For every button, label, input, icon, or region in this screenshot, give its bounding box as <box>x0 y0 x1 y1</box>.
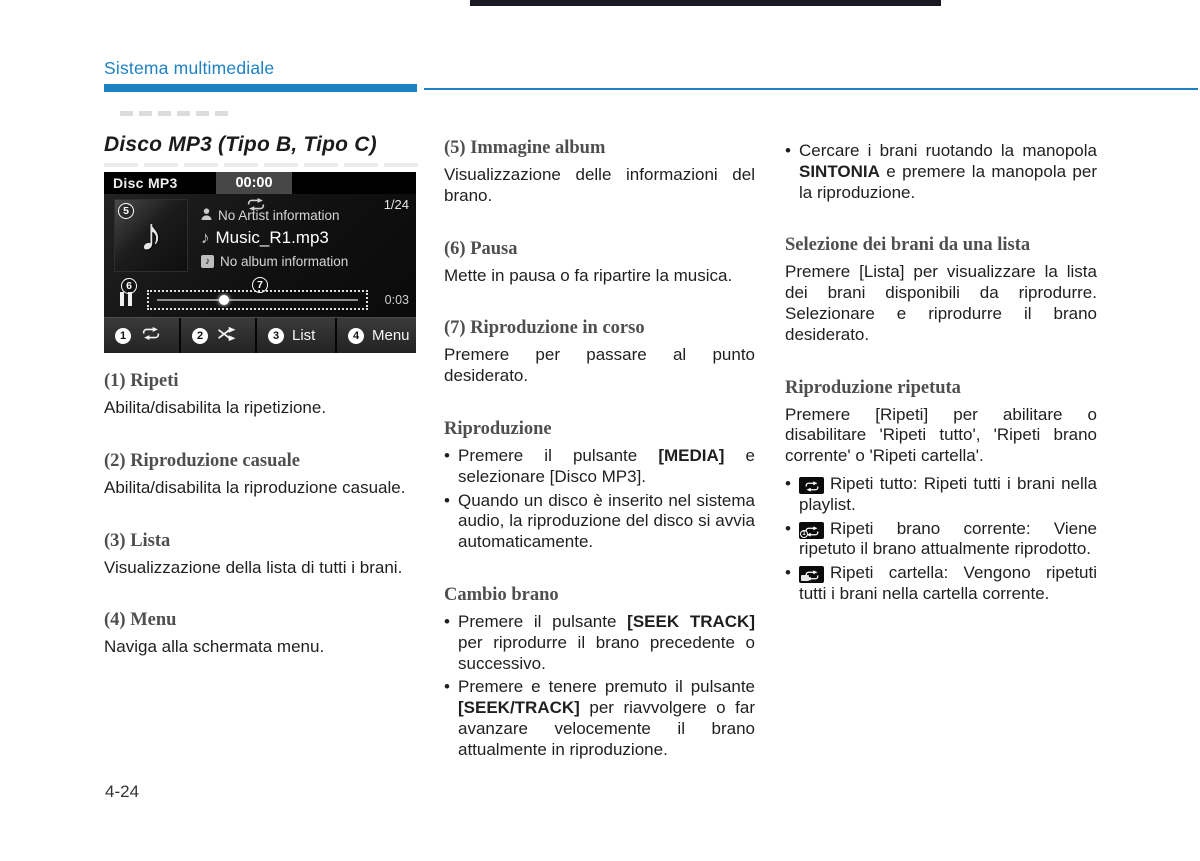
media-button-ref: [MEDIA] <box>658 445 725 465</box>
bullet-seek-track: • Premere il pulsante [SEEK TRACK] per riprodurre il brano precedente o successivo. <box>444 612 755 674</box>
elapsed-time: 0:03 <box>384 293 409 307</box>
body-1: Abilita/disabilita la ripetizione. <box>104 398 327 417</box>
repeat-mode-bullets <box>785 474 1097 605</box>
body-selezione-lista: Premere [Lista] per visualizzare la lista dei brani disponibili da riprodurre. Selezionare e riprodurre il brano desiderato. <box>785 262 1097 344</box>
player-statusbar <box>104 172 416 194</box>
bullet-repeat-one: • 1 Ripeti brano corrente: Viene ripetuto il brano attualmente riprodotto. <box>785 519 1097 561</box>
seek-track-button-ref: [SEEK TRACK] <box>627 611 755 631</box>
seek-track-hold-button-ref: [SEEK/TRACK] <box>458 698 580 718</box>
folder-badge <box>801 575 809 581</box>
body-7: Premere per passare al punto desiderato. <box>444 345 755 386</box>
page-number: 4-24 <box>105 782 140 801</box>
player-clock: 00:00 <box>216 172 292 194</box>
callout-3: 3 <box>268 328 284 344</box>
bullet-autoplay: • Quando un disco è inserito nel sistema audio, la riproduzione del disco si avvia automaticamente. <box>444 491 755 553</box>
person-icon <box>201 208 212 223</box>
callout-2: 2 <box>192 328 208 344</box>
bullet-seek-hold: • Premere e tenere premuto il pulsante [SEEK/TRACK] per riavvolgere o far avanzare velocemente il brano attualmente in riproduzione. <box>444 677 755 760</box>
column-left <box>104 371 417 658</box>
heading-3-lista: (3) Lista <box>104 530 171 551</box>
button-list-label: List <box>292 327 316 344</box>
player-screenshot <box>104 172 416 352</box>
album-row <box>201 253 348 269</box>
shuffle-icon <box>216 327 238 345</box>
button-repeat <box>104 318 181 353</box>
heading-riproduzione-ripetuta: Riproduzione ripetuta <box>785 377 961 398</box>
heading-1-ripeti: (1) Ripeti <box>104 371 179 391</box>
heading-6-pausa: (6) Pausa <box>444 238 518 259</box>
body-5: Visualizzazione delle informazioni del brano. <box>444 165 755 205</box>
body-4: Naviga alla schermata menu. <box>104 637 325 657</box>
bullet-sintonia: • Cercare i brani ruotando la manopola SINTONIA e premere la manopola per la riproduzione. <box>785 141 1097 203</box>
pause-icon <box>120 292 136 311</box>
player-main-area <box>104 194 416 317</box>
heading-4-menu: (4) Menu <box>104 610 177 631</box>
header-accent-bar <box>104 84 417 92</box>
repeat-one-badge: • 1 <box>800 530 808 538</box>
heading-riproduzione: Riproduzione <box>444 418 552 439</box>
ghost-marks <box>104 163 418 167</box>
bullet-repeat-folder: • Ripeti cartella: Vengono ripetuti tutti i brani nella cartella corrente. <box>785 563 1097 605</box>
column-middle <box>444 138 755 761</box>
body-2: Abilita/disabilita la riproduzione casuale. <box>104 477 406 497</box>
track-change-bullets <box>444 612 755 761</box>
body-riproduzione-ripetuta: Premere [Ripeti] per abilitare o disabilitare 'Ripeti tutto', 'Ripeti brano corrente' o 'Ripeti cartella'. <box>785 404 1097 466</box>
file-row <box>201 228 348 248</box>
sintonia-knob-ref: SINTONIA <box>799 161 880 181</box>
album-text: No album information <box>220 253 349 269</box>
player-source-label: Disc MP3 <box>113 175 178 191</box>
section-title: Disco MP3 (Tipo B, Tipo C) <box>104 133 377 156</box>
repeat-all-icon <box>799 477 824 494</box>
music-note-icon: ♪ <box>139 207 163 260</box>
progress-track <box>157 299 358 301</box>
callout-1: 1 <box>115 328 131 344</box>
track-counter: 1/24 <box>383 197 409 212</box>
header-rule <box>424 88 1198 90</box>
ghost-marks <box>120 111 228 116</box>
heading-5-immagine-album: (5) Immagine album <box>444 138 606 158</box>
artist-text: No Artist information <box>218 207 340 223</box>
callout-4: 4 <box>348 328 364 344</box>
chapter-header: Sistema multimediale <box>104 58 275 78</box>
artist-row <box>201 207 348 223</box>
callout-7-progress: 7 <box>252 277 268 293</box>
bullet-media: • Premere il pulsante [MEDIA] e selezionare [Disco MP3]. <box>444 446 755 488</box>
album-icon: ♪ <box>201 255 214 268</box>
body-6: Mette in pausa o fa ripartire la musica. <box>444 265 733 285</box>
button-menu-label: Menu <box>372 327 410 344</box>
heading-cambio-brano: Cambio brano <box>444 584 559 605</box>
bullet-repeat-all: • Ripeti tutto: Ripeti tutti i brani nella playlist. <box>785 474 1097 516</box>
callout-6-pause: 6 <box>121 278 137 294</box>
heading-selezione-lista: Selezione dei brani da una lista <box>785 235 1031 256</box>
column-right <box>785 138 1097 605</box>
callout-5-album-art: 5 <box>118 203 134 219</box>
page-top-bar <box>470 0 941 6</box>
file-text: Music_R1.mp3 <box>215 228 329 247</box>
button-shuffle <box>181 318 257 353</box>
button-list <box>257 318 337 353</box>
repeat-icon <box>139 327 163 344</box>
player-button-row <box>104 317 416 352</box>
repeat-folder-icon <box>799 566 824 583</box>
progress-thumb <box>219 295 229 305</box>
note-icon: ♪ <box>201 228 210 247</box>
track-info <box>201 207 348 274</box>
progress-bar <box>147 290 368 310</box>
heading-7-riproduzione-in-corso: (7) Riproduzione in corso <box>444 318 645 339</box>
playback-bullets <box>444 446 755 553</box>
body-3: Visualizzazione della lista di tutti i brani. <box>104 557 403 577</box>
heading-2-riproduzione-casuale: (2) Riproduzione casuale <box>104 450 300 471</box>
repeat-one-icon <box>799 522 824 539</box>
tune-bullet-list <box>785 141 1097 203</box>
button-menu <box>337 318 416 353</box>
